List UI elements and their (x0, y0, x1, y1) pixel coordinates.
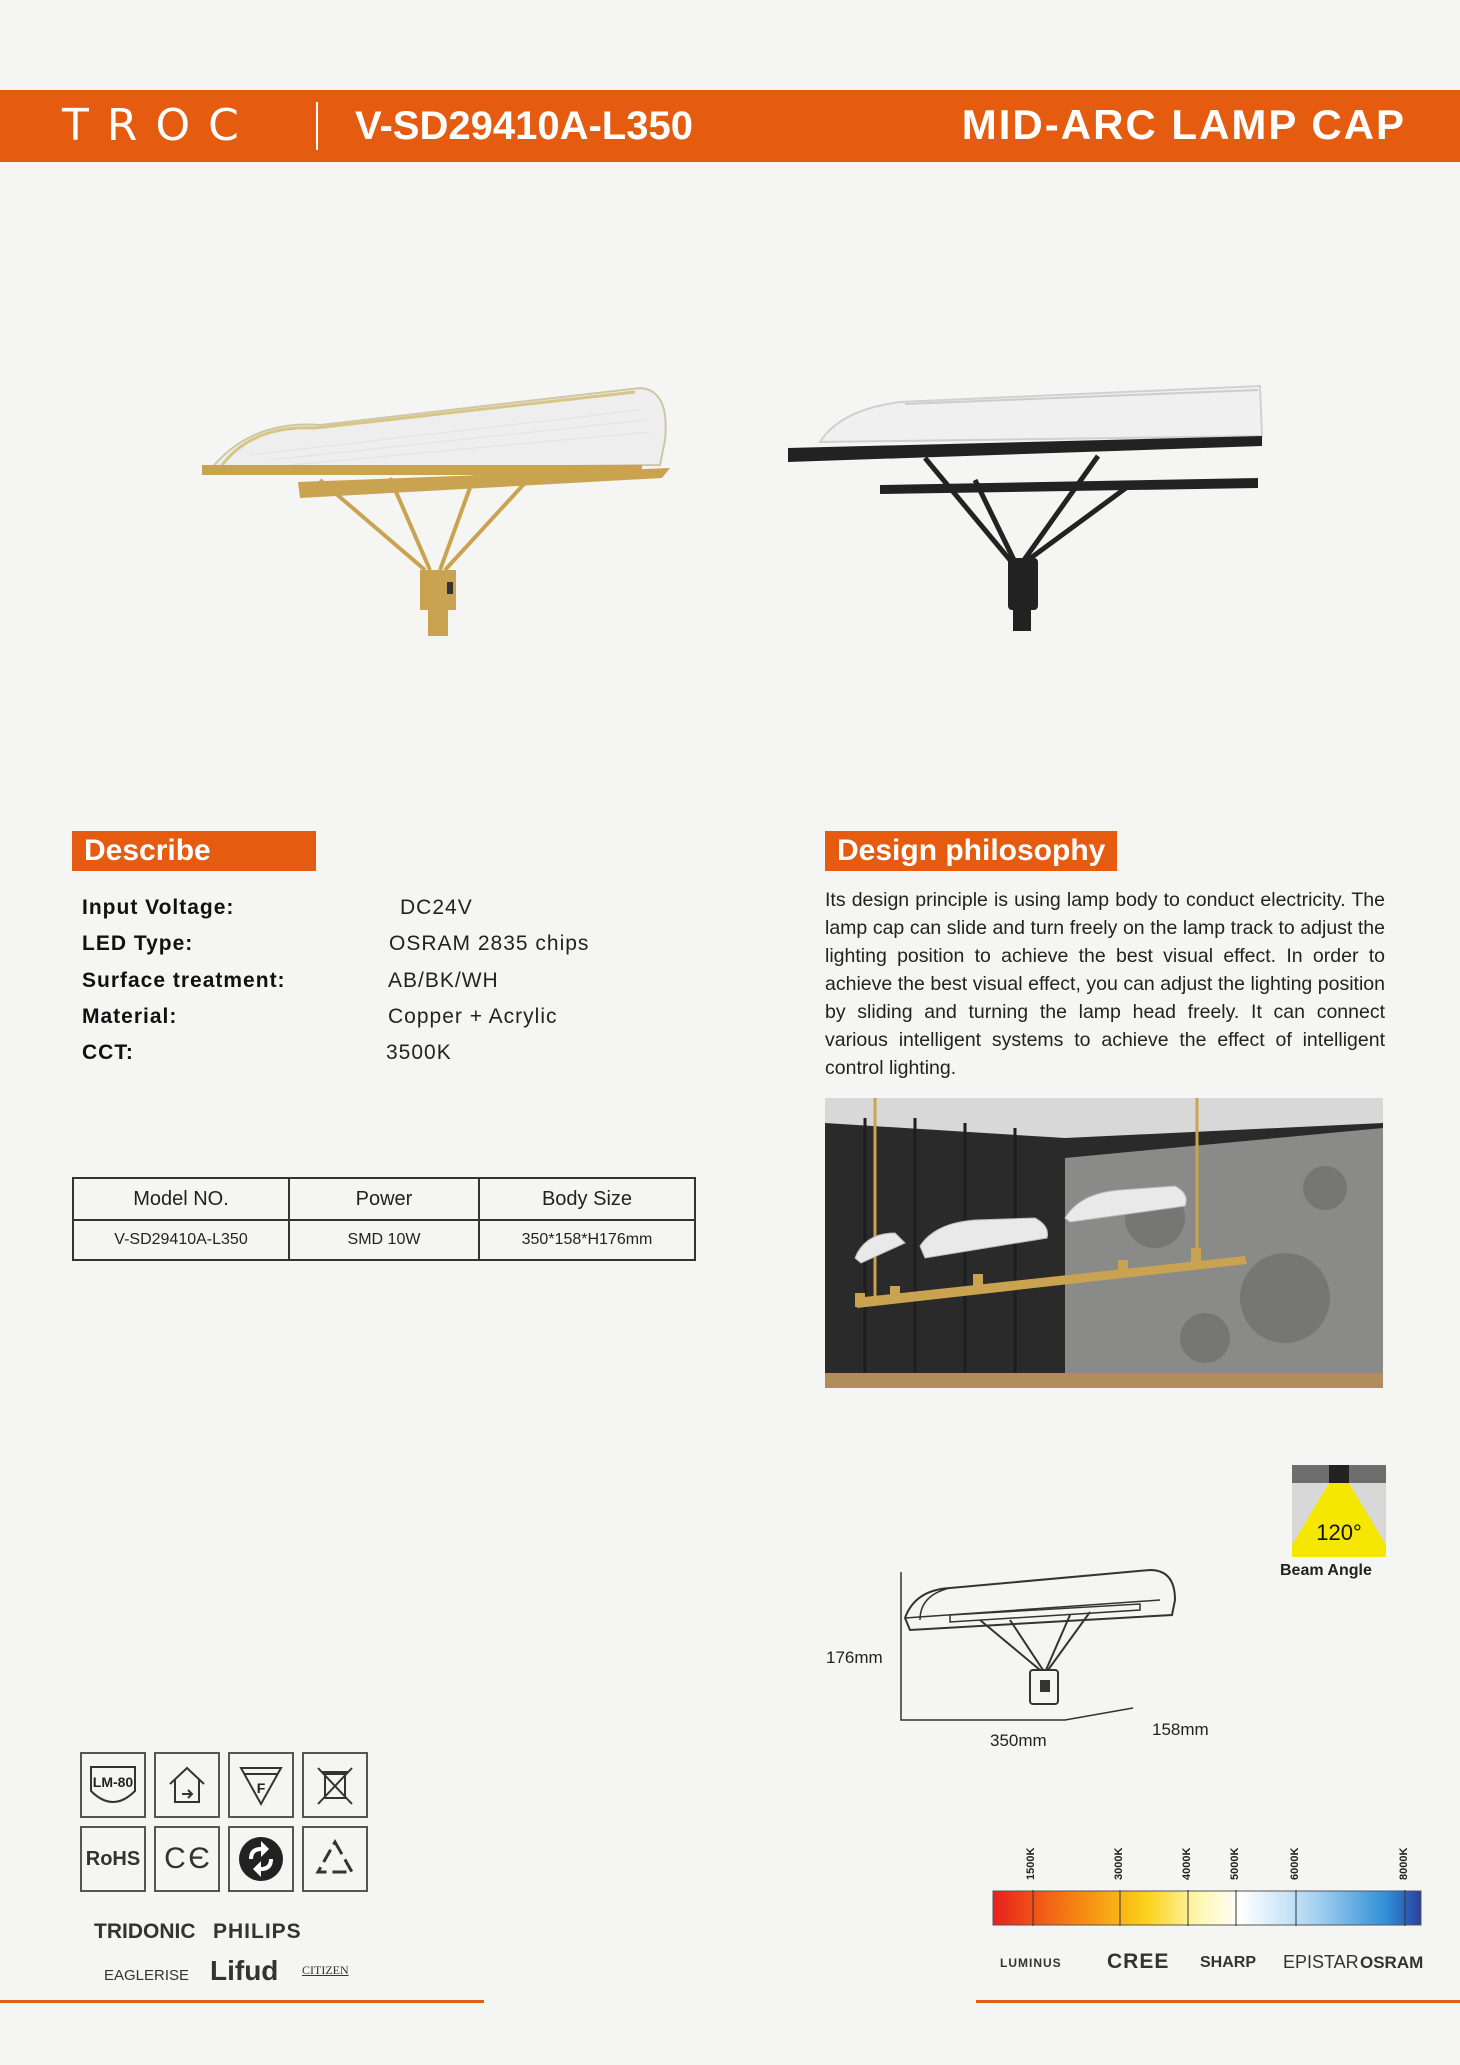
footer-line-left (0, 2000, 484, 2003)
dimension-width: 158mm (1152, 1720, 1209, 1739)
header-model: V-SD29410A-L350 (355, 104, 693, 148)
cct-label: 3000K (1113, 1847, 1125, 1880)
table-cell: 350*158*H176mm (479, 1220, 695, 1260)
brand-eaglerise: EAGLERISE (104, 1967, 190, 1984)
rohs-icon: RoHS (80, 1826, 146, 1892)
spec-row (82, 1041, 642, 1075)
spec-value: Copper + Acrylic (388, 1005, 558, 1028)
spec-value: AB/BK/WH (388, 969, 499, 992)
table-header: Power (289, 1178, 479, 1220)
f-mark-icon (228, 1752, 294, 1818)
ce-icon: C Є (154, 1826, 220, 1892)
dimension-length: 350mm (990, 1731, 1047, 1750)
cct-color-bar (992, 1890, 1422, 1926)
model-table (72, 1177, 696, 1261)
cct-label: 8000K (1398, 1847, 1410, 1880)
brand-osram: OSRAM (1360, 1953, 1424, 1972)
lm80-icon (80, 1752, 146, 1818)
green-dot-icon (228, 1826, 294, 1892)
spec-value: OSRAM 2835 chips (389, 932, 590, 955)
installation-photo (825, 1098, 1383, 1388)
cct-label: 5000K (1229, 1847, 1241, 1880)
cct-label: 4000K (1181, 1847, 1193, 1880)
footer-line-right (976, 2000, 1460, 2003)
brand-epistar: EPISTAR (1283, 1952, 1359, 1972)
spec-label: LED Type: (82, 932, 194, 955)
design-text: Its design principle is using lamp body to conduct electricity. The lamp cap can slide and turn freely on the lamp track to adjust the lighting position to achieve the best visual effect. In order to achieve the best visual effect, you can adjust the lighting position by sliding and turning the lamp head freely. It can connect various intelligent systems to achieve the effect of intelligent control lighting. (825, 889, 1385, 1079)
indoor-use-icon (154, 1752, 220, 1818)
cct-label: 1500K (1025, 1847, 1037, 1880)
table-row (73, 1220, 695, 1260)
table-header: Model NO. (73, 1178, 289, 1220)
table-header: Body Size (479, 1178, 695, 1220)
brand-cree: CREE (1107, 1950, 1170, 1973)
spec-row (82, 932, 642, 966)
design-heading: Design philosophy (825, 831, 1117, 871)
table-cell: V-SD29410A-L350 (73, 1220, 289, 1260)
brand-logo: TROC (62, 100, 257, 151)
svg-text:LM-80: LM-80 (92, 1774, 134, 1790)
spec-row (82, 1005, 642, 1039)
spec-label: CCT: (82, 1041, 134, 1064)
describe-heading: Describe (72, 831, 316, 871)
spec-row (82, 969, 642, 1003)
svg-text:F: F (256, 1780, 266, 1796)
brand-lifud: Lifud (210, 1955, 279, 1986)
brand-citizen: CITIZEN (302, 1963, 349, 1977)
beam-angle-value: 120° (1316, 1520, 1362, 1545)
cct-label: 6000K (1289, 1847, 1301, 1880)
header-divider (316, 102, 318, 150)
spec-label: Surface treatment: (82, 969, 286, 992)
page-title: MID-ARC LAMP CAP (961, 101, 1406, 148)
spec-label: Input Voltage: (82, 896, 235, 919)
dimension-drawing (890, 1560, 1190, 1730)
dimension-height: 176mm (826, 1648, 883, 1667)
spec-row (82, 896, 642, 930)
table-cell: SMD 10W (289, 1220, 479, 1260)
spec-value: 3500K (386, 1041, 452, 1064)
brand-sharp: SHARP (1200, 1954, 1257, 1971)
spec-value: DC24V (400, 896, 473, 919)
brand-philips: PHILIPS (213, 1920, 302, 1943)
beam-angle-icon (1292, 1465, 1386, 1557)
product-image-brass (190, 370, 680, 640)
beam-angle-label: Beam Angle (1280, 1562, 1372, 1579)
brand-tridonic: TRIDONIC (94, 1920, 196, 1943)
weee-bin-icon (302, 1752, 368, 1818)
recycle-icon (302, 1826, 368, 1892)
product-image-black (780, 380, 1270, 640)
brand-luminus: LUMINUS (1000, 1956, 1062, 1970)
header-bar (0, 90, 1460, 162)
spec-label: Material: (82, 1005, 178, 1028)
